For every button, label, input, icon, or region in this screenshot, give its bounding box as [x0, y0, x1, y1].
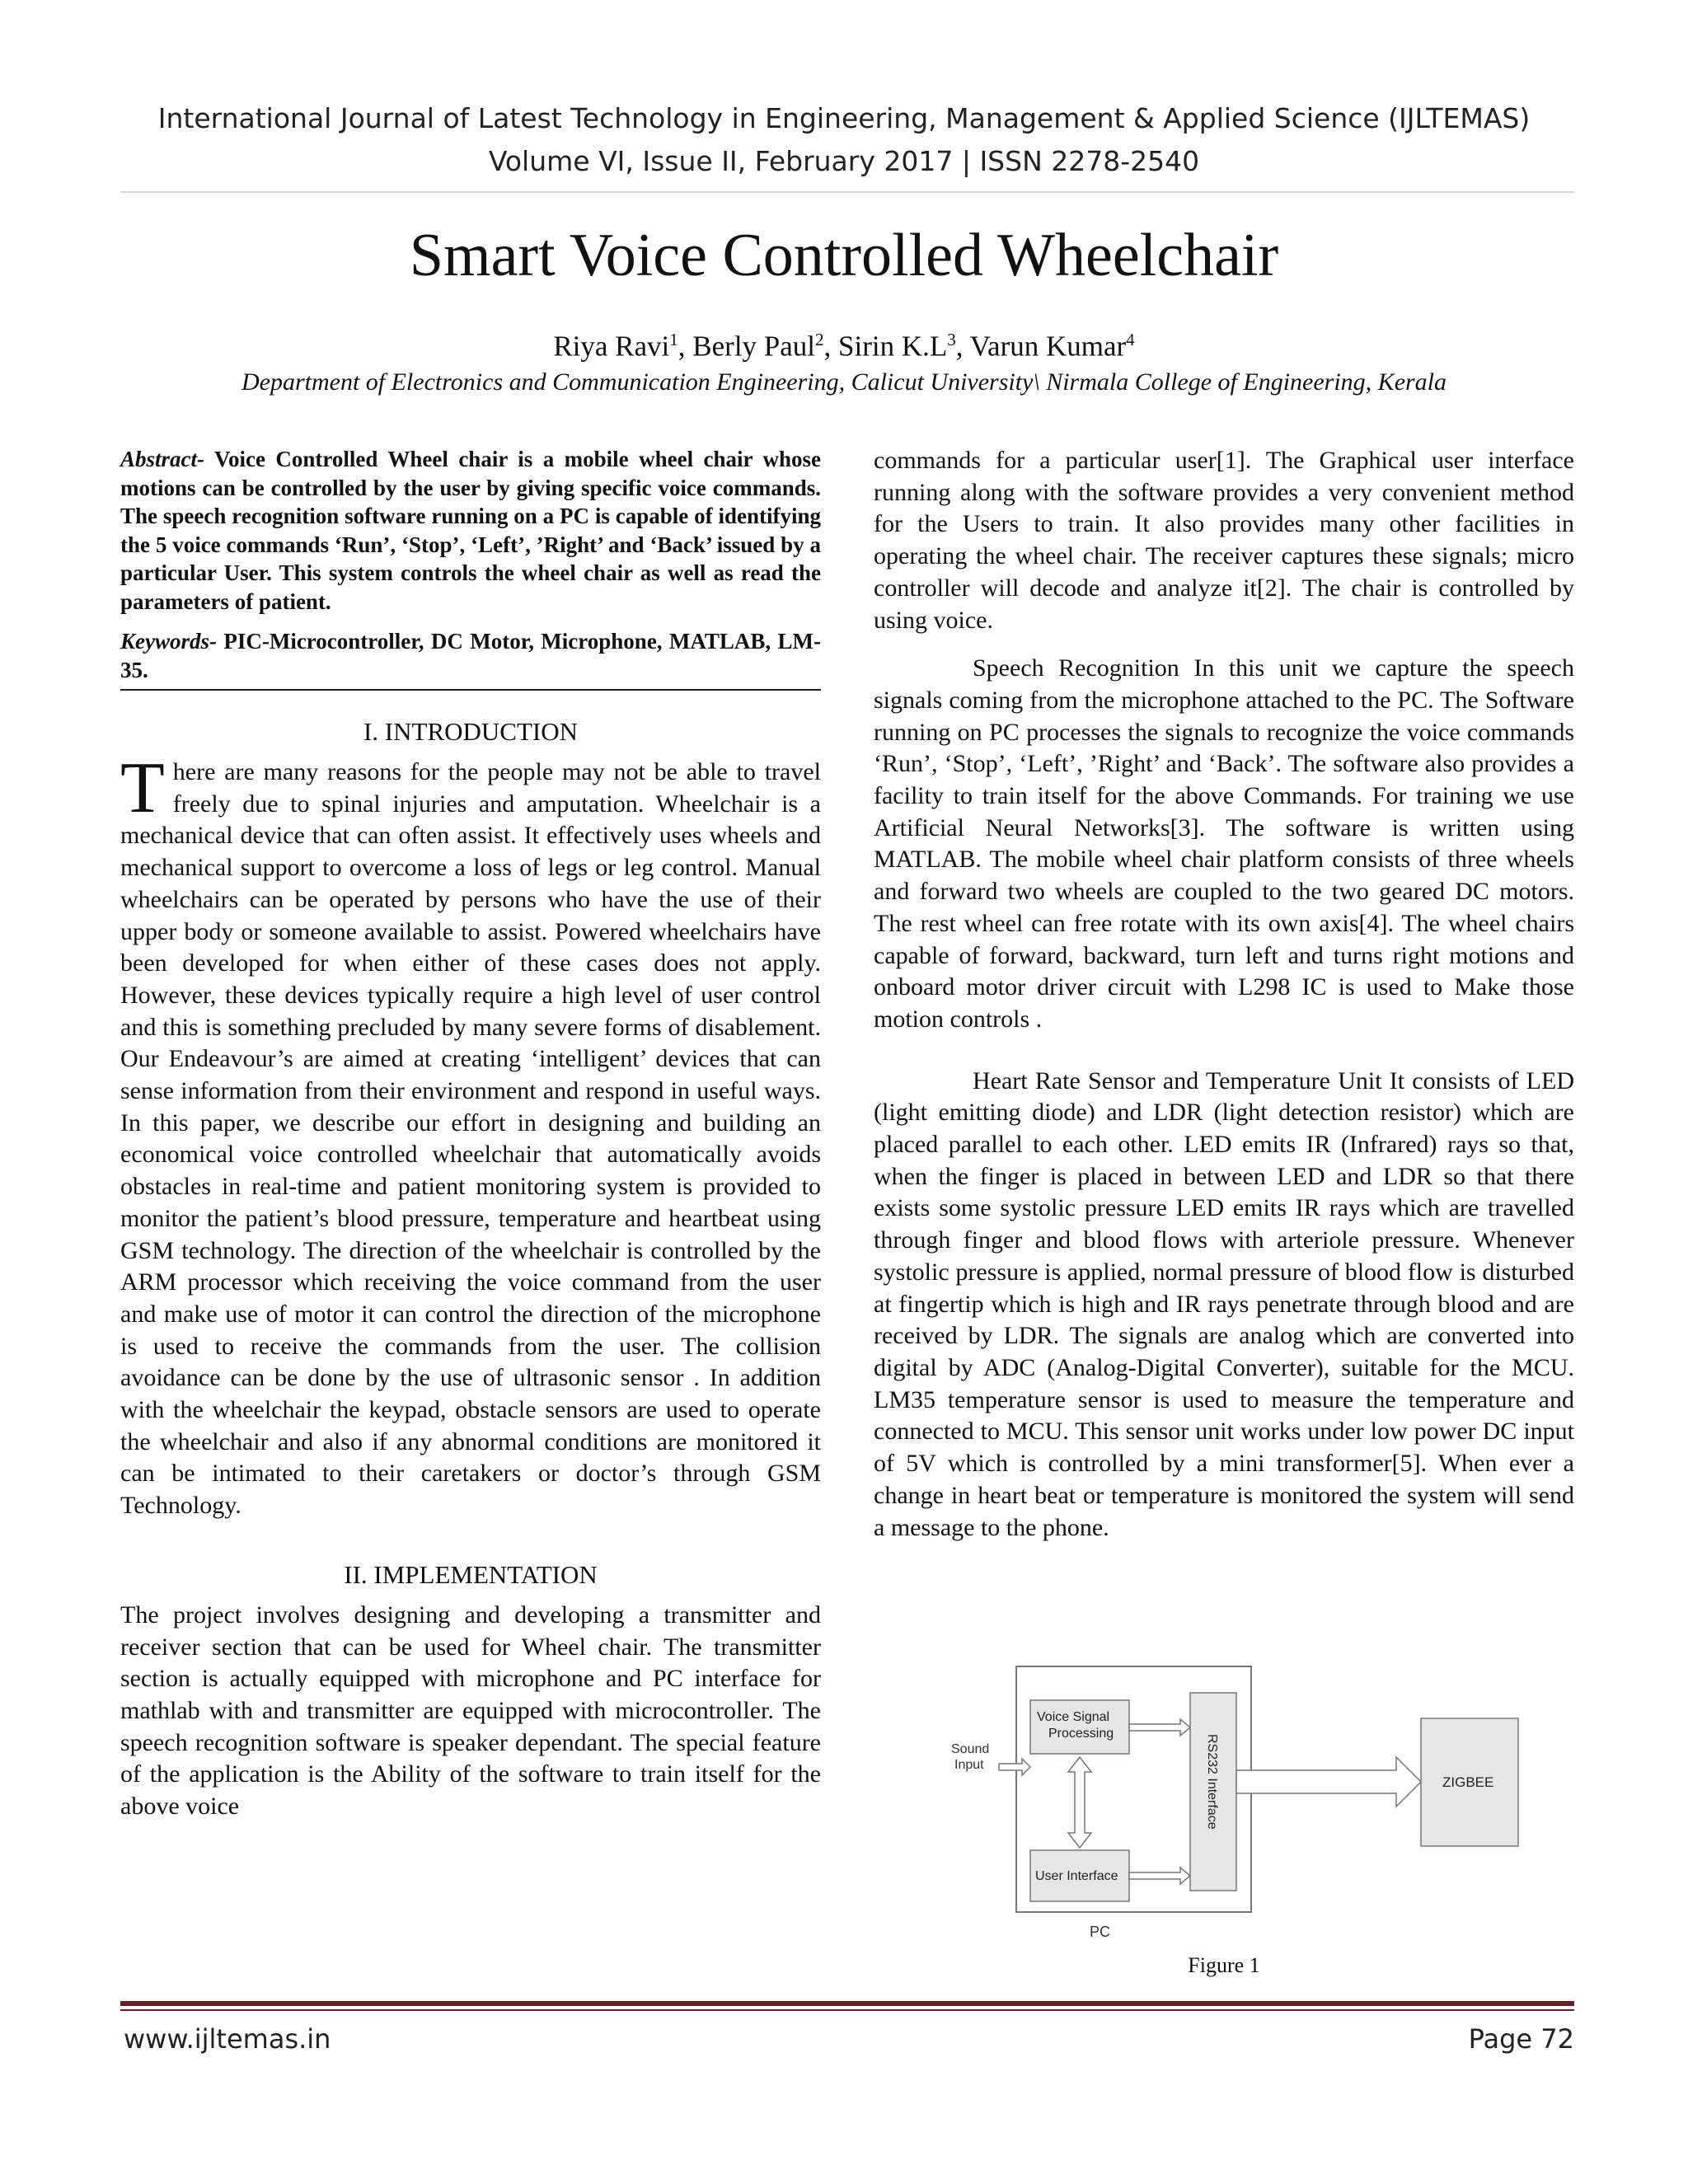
- paper-title: Smart Voice Controlled Wheelchair: [409, 222, 1279, 289]
- user-interface-label: User Interface: [1035, 1869, 1118, 1883]
- left-column: [120, 445, 821, 1823]
- sound-input-arrow: [999, 1759, 1030, 1775]
- zigbee-label: ZIGBEE: [1442, 1774, 1494, 1790]
- journal-issue: Volume VI, Issue II, February 2017 | ISSN 2278-2540: [488, 145, 1200, 177]
- author-sep: ,: [678, 330, 693, 363]
- footer-page-number: Page 72: [1468, 2023, 1574, 2055]
- keywords-lead: Keywords-: [120, 629, 217, 654]
- implementation-paragraph: The project involves designing and developing a transmitter and receiver section that can be used for Wheel chair. The transmitter section is actually equipped with microphone and PC interface for mathlab with and transmitter are equipped with microcontroller. The speech recognition software is speaker dependant. The special feature of the application is the Ability of the software to train itself for the above voice: [120, 1601, 821, 1821]
- author-sep: ,: [823, 330, 839, 363]
- abstract: [120, 445, 821, 616]
- bidirectional-arrow: [1068, 1757, 1091, 1848]
- keywords-divider: [120, 689, 821, 691]
- keywords-text: PIC-Microcontroller, DC Motor, Microphone, MATLAB, LM-35.: [120, 629, 821, 682]
- rs232-to-zigbee-arrow: [1236, 1757, 1421, 1807]
- voice-signal-label: Processing: [1048, 1727, 1114, 1741]
- introduction-text: here are many reasons for the people may not be able to travel freely due to spinal injuries and amputation. Wheelchair is a mechanical device that can often assist. It effectively uses wheels and mechanical support to overcome a loss of legs or leg control. Manual wheelchairs can be operated by persons who have the use of their upper body or someone available to assist. Powered wheelchairs have been developed for when either of these cases does not apply. However, these devices typically require a high level of user control and this is something precluded by many severe forms of disablement. Our Endeavour’s are aimed at creating ‘intelligent’ devices that can sense information from their environment and respond in useful ways. In this paper, we describe our effort in designing and building an economical voice controlled wheelchair that automatically avoids obstacles in real-time and patient monitoring system is provided to monitor the patient’s blood pressure, temperature and heartbeat using GSM technology. The direction of the wheelchair is controlled by the ARM processor which receiving the voice command from the user and make use of motor it can control the direction of the microphone is used to receive the commands from the user. The collision avoidance can be done by the use of ultrasonic sensor . In addition with the wheelchair the keypad, obstacle sensors are used to operate the wheelchair and also if any abnormal conditions are monitored it can be intimated to their caretakers or doctor’s through GSM Technology.: [120, 758, 821, 1520]
- right-column: [874, 445, 1574, 1544]
- ui-to-rs232-arrow: [1129, 1868, 1190, 1884]
- author-name: Berly Paul: [692, 330, 816, 363]
- journal-header: [0, 97, 1688, 183]
- author-sep: ,: [955, 330, 970, 363]
- section-heading-introduction: I. INTRODUCTION: [363, 717, 579, 746]
- rs232-label: RS232 Interface: [1205, 1734, 1219, 1830]
- heart-rate-paragraph: Heart Rate Sensor and Temperature Unit It consists of LED (light emitting diode) and LDR (light detection resistor) which are placed parallel to each other. LED emits IR (Infrared) rays so that, when the finger is placed in between LED and LDR so that there exists some systolic pressure LED emits IR rays which are travelled through finger and blood flows with arteriole pressure. Whenever systolic pressure is applied, normal pressure of blood flow is disturbed at fingertip which is high and IR rays penetrate through blood and are received by LDR. The signals are analog which are converted into digital by ADC (Analog-Digital Converter), suitable for the MCU. LM35 temperature sensor is used to measure the temperature and connected to MCU. This sensor unit works under low power DC input of 5V which is controlled by a mini transformer[5]. When ever a change in heart beat or temperature is monitored the system will send a message to the phone.: [874, 1066, 1574, 1541]
- affiliation: Department of Electronics and Communication Engineering, Calicut University\ Nirmala College of Engineering, Kerala: [241, 368, 1447, 396]
- sound-input-label: Sound: [951, 1742, 990, 1756]
- footer-divider-thick: [120, 2001, 1574, 2006]
- footer-url: www.ijltemas.in: [124, 2023, 331, 2055]
- figure-caption: Figure 1: [1188, 1953, 1260, 1977]
- author-sup: 2: [815, 330, 824, 349]
- processing-to-rs232-arrow: [1129, 1719, 1190, 1736]
- author-name: Varun Kumar: [969, 330, 1127, 363]
- header-divider: [120, 191, 1574, 193]
- right-paragraph-1: commands for a particular user[1]. The Graphical user interface running along with the software provides a very convenient method for the Users to train. It also provides many other facilities in operating the wheel chair. The receiver captures these signals; micro controller will decode and analyze it[2]. The chair is controlled by using voice.: [874, 447, 1574, 634]
- author-sup: 4: [1126, 330, 1135, 349]
- journal-name: International Journal of Latest Technology in Engineering, Management & Applied Science (IJLTEMAS): [157, 102, 1531, 134]
- author-list: [0, 320, 1688, 367]
- author-sup: 1: [669, 330, 678, 349]
- section-heading-implementation: II. IMPLEMENTATION: [344, 1559, 598, 1589]
- author-sup: 3: [947, 330, 956, 349]
- abstract-lead: Abstract-: [120, 447, 205, 471]
- pc-label: PC: [1090, 1924, 1111, 1940]
- drop-cap: T: [120, 748, 165, 828]
- introduction-paragraph: [120, 748, 821, 1522]
- keywords: [120, 627, 821, 684]
- voice-signal-label: Voice Signal: [1037, 1710, 1110, 1724]
- sound-input-label: Input: [954, 1758, 984, 1772]
- author-name: Sirin K.L: [838, 330, 948, 363]
- abstract-text: Voice Controlled Wheel chair is a mobile wheel chair whose motions can be controlled by the user by giving specific voice commands. The speech recognition software running on a PC is capable of identifying the 5 voice commands ‘Run’, ‘Stop’, ‘Left’, ’Right’ and ‘Back’ issued by a particular User. This system controls the wheel chair as well as read the parameters of patient.: [120, 447, 821, 614]
- author-name: Riya Ravi: [553, 330, 670, 363]
- figure-1-diagram: [933, 1665, 1520, 1953]
- speech-recognition-paragraph: Speech Recognition In this unit we capture the speech signals coming from the microphone attached to the PC. The Software running on PC processes the signals to recognize the voice commands ‘Run’, ‘Stop’, ‘Left’, ’Right’ and ‘Back’. The software also provides a facility to train itself for the above Commands. For training we use Artificial Neural Networks[3]. The software is written using MATLAB. The mobile wheel chair platform consists of three wheels and forward two wheels are coupled to the two geared DC motors. The rest wheel can free rotate with its own axis[4]. The wheel chairs capable of forward, backward, turn left and turns right motions and onboard motor driver circuit with L298 IC is used to Make those motion controls .: [874, 654, 1574, 1033]
- footer-divider-thin: [120, 2009, 1574, 2011]
